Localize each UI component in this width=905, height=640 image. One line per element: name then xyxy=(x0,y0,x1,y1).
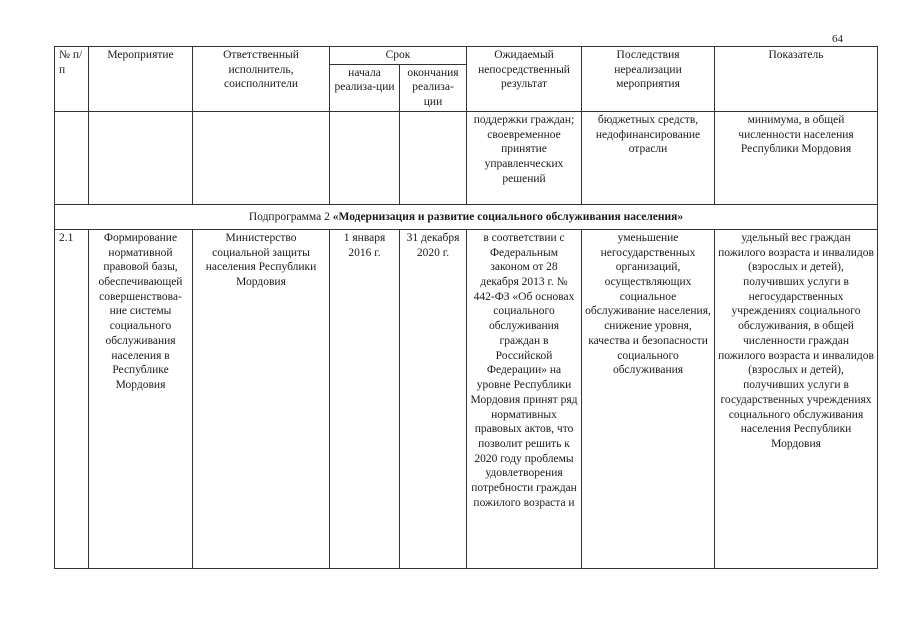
header-consequences: Последствия нереализации мероприятия xyxy=(582,47,715,112)
row-end: 31 декабря 2020 г. xyxy=(400,229,467,568)
cont-expected: поддержки граждан; своевременное принятие управленческих решений xyxy=(467,111,582,204)
cont-end xyxy=(400,111,467,204)
header-term: Срок xyxy=(330,47,467,65)
page-number: 64 xyxy=(832,33,843,45)
cont-num xyxy=(55,111,89,204)
cont-activity xyxy=(89,111,193,204)
row-expected: в соответствии с Федеральным законом от 28 декабря 2013 г. № 442-ФЗ «Об основах социального обслуживания граждан в Российской Федерации» на уровне Республики Мордовия принят ряд нормативных правовых актов, что позволит решить к 2020 году проблемы удовлетворения потребности граждан пожилого возраста и xyxy=(467,229,582,568)
subprogram-prefix: Подпрограмма 2 xyxy=(248,210,330,223)
table-row xyxy=(55,229,878,568)
row-start: 1 января 2016 г. xyxy=(330,229,400,568)
header-activity: Мероприятие xyxy=(89,47,193,112)
cont-consequences: бюджетных средств, недофинансирование отрасли xyxy=(582,111,715,204)
subprogram-name: «Модернизация и развитие социального обслуживания населения» xyxy=(332,210,684,223)
row-consequences: уменьшение негосударственных организаций, осуществляющих социальное обслуживание населения, снижение уровня, качества и безопасности социального обслуживания xyxy=(582,229,715,568)
header-indicator: Показатель xyxy=(715,47,878,112)
cont-start xyxy=(330,111,400,204)
cont-responsible xyxy=(193,111,330,204)
subprogram-row xyxy=(55,204,878,229)
row-responsible: Министерство социальной защиты населения Республики Мордовия xyxy=(193,229,330,568)
subprogram-title xyxy=(55,204,878,229)
header-num: № п/п xyxy=(55,47,89,112)
program-table xyxy=(54,46,878,569)
header-term-end: окончания реализа-ции xyxy=(400,64,467,111)
cont-indicator: минимума, в общей численности населения Республики Мордовия xyxy=(715,111,878,204)
header-responsible: Ответственный исполнитель, соисполнители xyxy=(193,47,330,112)
header-row xyxy=(55,47,878,65)
continued-row xyxy=(55,111,878,204)
header-term-start: начала реализа-ции xyxy=(330,64,400,111)
row-num: 2.1 xyxy=(55,229,89,568)
row-indicator: удельный вес граждан пожилого возраста и инвалидов (взрослых и детей), получивших услуги в негосударственных учреждениях социального обслуживания, в общей численности граждан пожилого возраста и инвалидов (взрослых и детей), получивших услуги в государственных учреждениях социального обслуживания населения Республики Мордовия xyxy=(715,229,878,568)
row-activity: Формирование нормативной правовой базы, обеспечивающей совершенствова-ние системы социального обслуживания населения в Республике Мордовия xyxy=(89,229,193,568)
header-expected: Ожидаемый непосредственный результат xyxy=(467,47,582,112)
